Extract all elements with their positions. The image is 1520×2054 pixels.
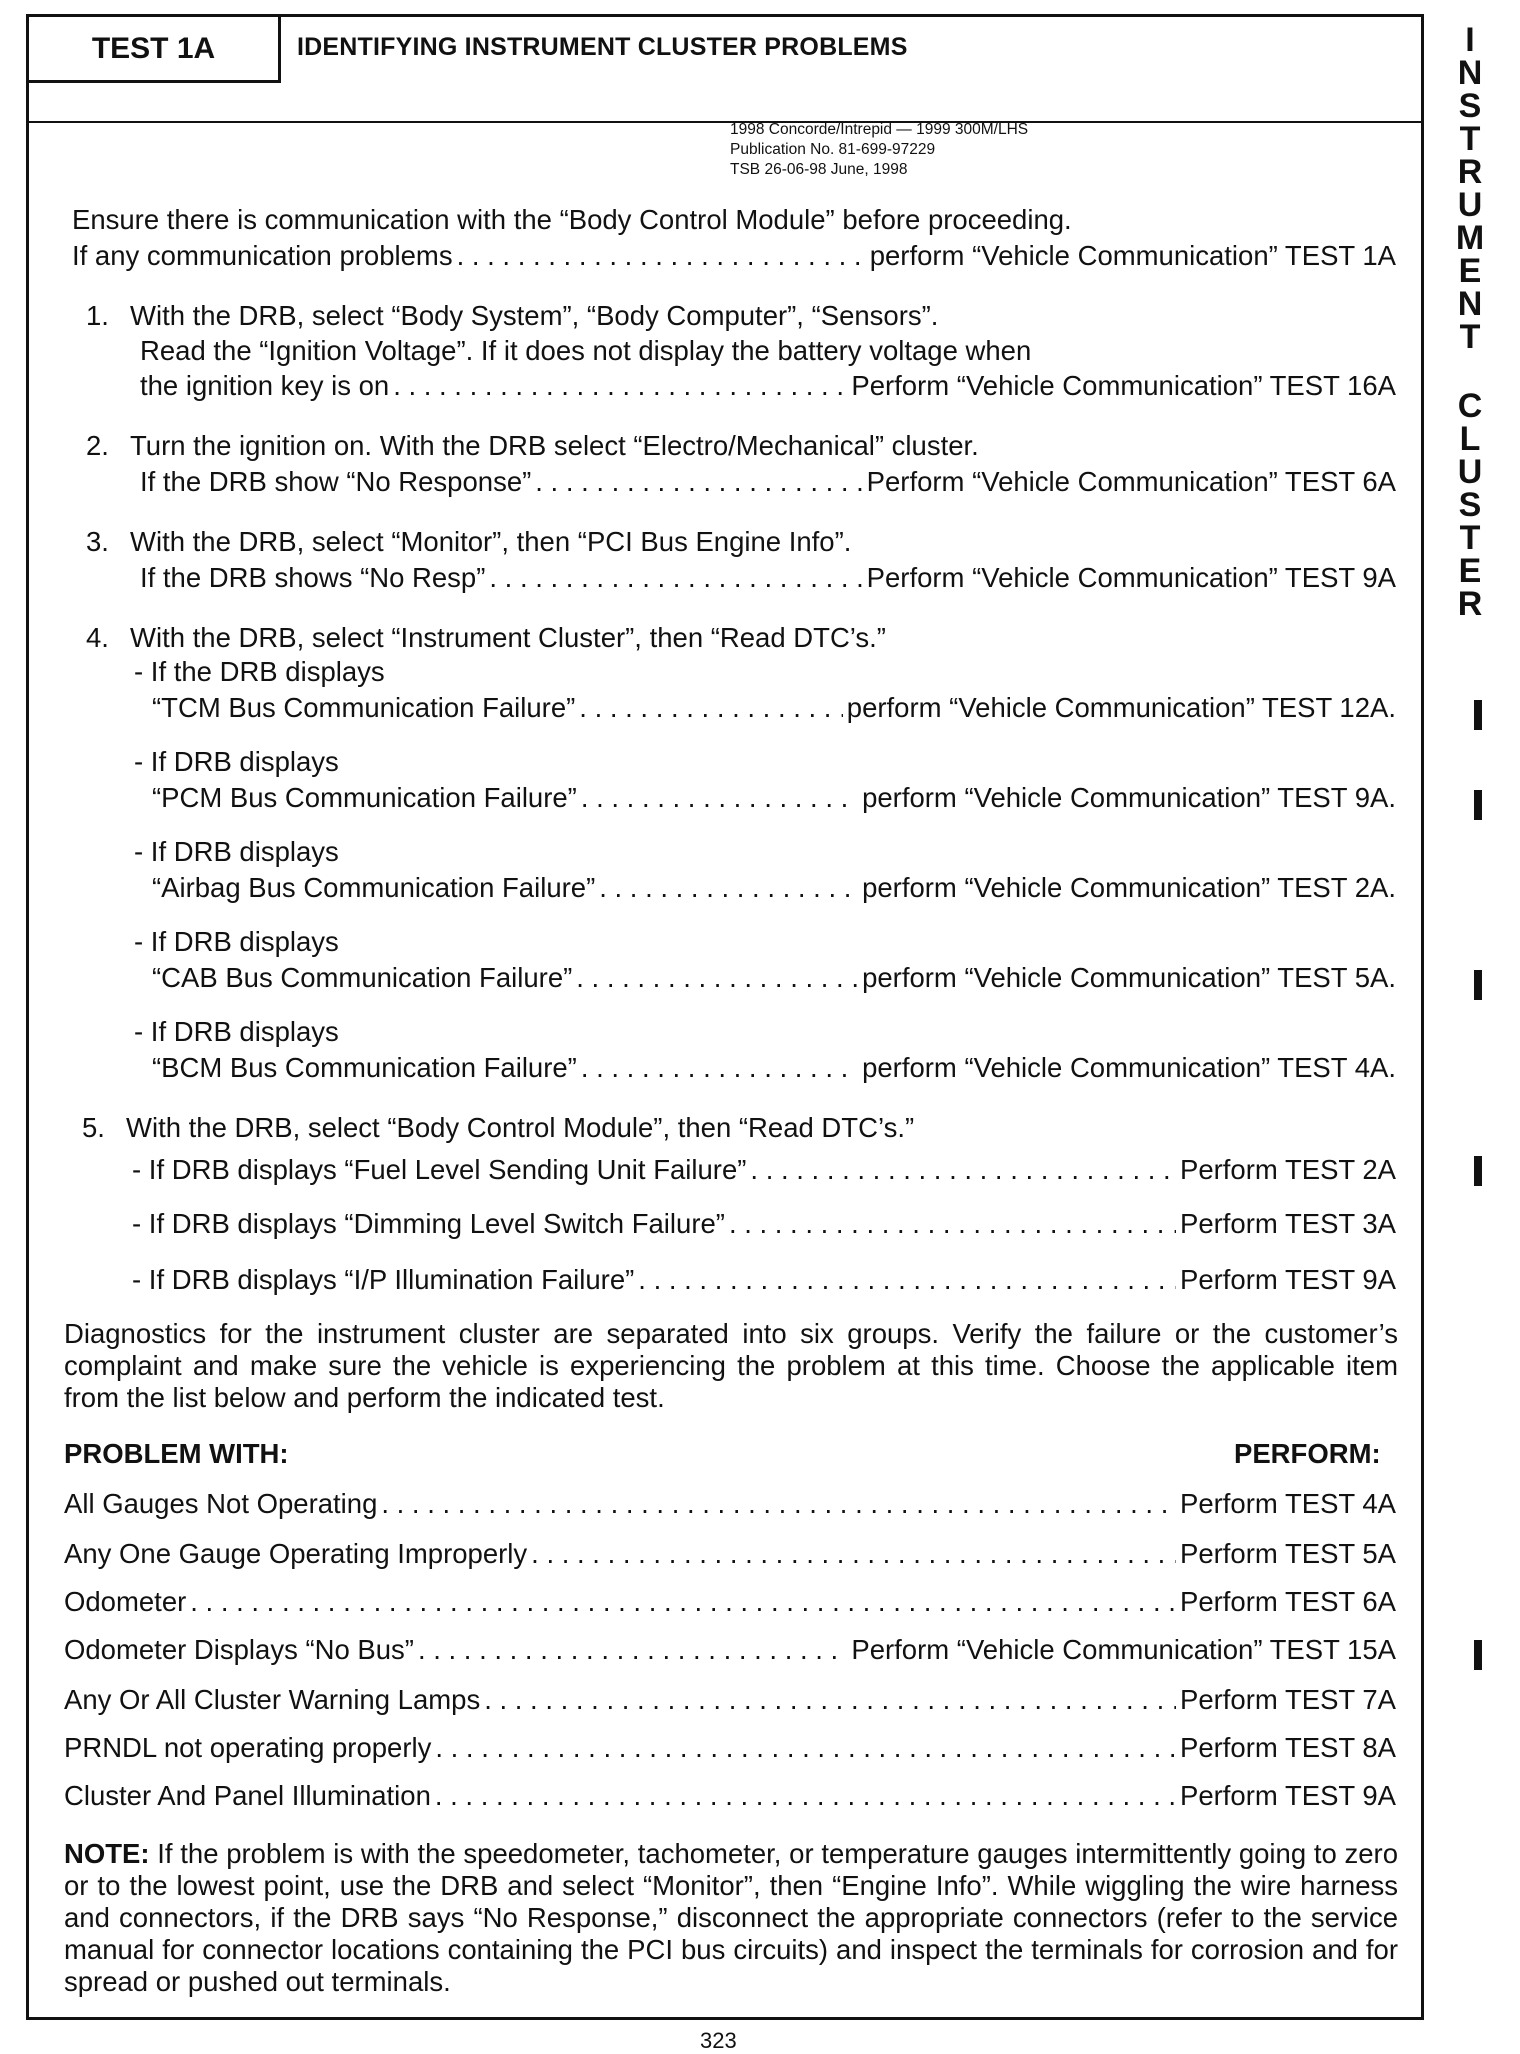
change-bar — [1474, 790, 1482, 820]
step-4-sub-2: “PCM Bus Communication Failure” . . . perform “Vehicle Communication” TEST 9A. — [152, 782, 1396, 814]
table-row: PRNDL not operating properly . . . Perform TEST 8A — [64, 1732, 1396, 1764]
intro-action: perform “Vehicle Communication” TEST 1A — [869, 240, 1396, 271]
step-1-number: 1. — [86, 300, 109, 331]
perform-header: PERFORM: — [1234, 1438, 1381, 1469]
intro-line-1: Ensure there is communication with the “Body Control Module” before proceeding. — [72, 204, 1072, 235]
leader-dots — [581, 1052, 858, 1084]
diagnostics-paragraph: Diagnostics for the instrument cluster are separated into six groups. Verify the failure or the customer’s complaint and make sure the vehicle is experiencing the problem at this time. Choose the applicable item from the list below and perform the indicated test. — [64, 1318, 1398, 1413]
intro-condition: If any communication problems — [72, 240, 453, 271]
step-3-number: 3. — [86, 526, 109, 557]
step-4-sub-1-condition: - If the DRB displays — [134, 656, 385, 687]
change-bar — [1474, 1640, 1482, 1670]
table-row: Odometer . . . Perform TEST 6A — [64, 1586, 1396, 1618]
step-4-number: 4. — [86, 622, 109, 653]
change-bar — [1474, 970, 1482, 1000]
leader-dots — [457, 240, 866, 272]
pub-line-2: Publication No. 81-699-97229 — [730, 141, 936, 158]
step-5-number: 5. — [82, 1112, 105, 1143]
step-3-line-2: If the DRB shows “No Resp” . . . Perform “Vehicle Communication” TEST 9A — [140, 562, 1396, 594]
problem-header: PROBLEM WITH: — [64, 1438, 289, 1469]
table-row: Cluster And Panel Illumination . . . Perform TEST 9A — [64, 1780, 1396, 1812]
note-label: NOTE: — [64, 1838, 150, 1869]
page-number: 323 — [700, 2028, 737, 2053]
table-row: Odometer Displays “No Bus” . . . Perform “Vehicle Communication” TEST 15A — [64, 1634, 1396, 1666]
change-bar — [1474, 1156, 1482, 1186]
leader-dots — [638, 1264, 1176, 1296]
leader-dots — [729, 1208, 1176, 1240]
note-paragraph — [64, 1838, 1398, 1998]
step-1-line-1: 1. With the DRB, select “Body System”, “Body Computer”, “Sensors”. — [86, 300, 939, 331]
intro-line-2 — [72, 240, 1396, 272]
leader-dots — [581, 782, 858, 814]
step-5-sub-1: - If DRB displays “Fuel Level Sending Unit Failure” . . . Perform TEST 2A — [132, 1154, 1396, 1186]
test-label: TEST 1A — [29, 17, 281, 83]
step-1-line-3: the ignition key is on . . . Perform “Vehicle Communication” TEST 16A — [140, 370, 1396, 402]
leader-dots — [484, 1684, 1176, 1716]
step-2-number: 2. — [86, 430, 109, 461]
leader-dots — [435, 1732, 1176, 1764]
note-text: If the problem is with the speedometer, tachometer, or temperature gauges intermittently going to zero or to the lowest point, use the DRB and select “Monitor”, then “Engine Info”. While wiggling the wire harness and connectors, if the DRB says “No Response,” disconnect the appropriate connectors (refer to the service manual for connector locations containing the PCI bus circuits) and inspect the terminals for corrosion and for spread or pushed out terminals. — [64, 1838, 1398, 1997]
step-4-sub-5-condition: - If DRB displays — [134, 1016, 339, 1047]
change-bar — [1474, 700, 1482, 730]
leader-dots — [489, 562, 862, 594]
leader-dots — [535, 466, 862, 498]
step-4-sub-2-condition: - If DRB displays — [134, 746, 339, 777]
step-2-line-1: 2. Turn the ignition on. With the DRB select “Electro/Mechanical” cluster. — [86, 430, 979, 461]
step-4-sub-1: “TCM Bus Communication Failure” . . . perform “Vehicle Communication” TEST 12A. — [152, 692, 1396, 724]
table-row: Any One Gauge Operating Improperly . . . Perform TEST 5A — [64, 1538, 1396, 1570]
step-5-line-1: 5. With the DRB, select “Body Control Module”, then “Read DTC’s.” — [82, 1112, 915, 1143]
side-tab: I N S T R U M E N T C L U S T E R — [1455, 21, 1485, 623]
step-4-line-1: 4. With the DRB, select “Instrument Cluster”, then “Read DTC’s.” — [86, 622, 886, 653]
leader-dots — [531, 1538, 1176, 1570]
header-divider — [29, 121, 1421, 123]
step-4-sub-4: “CAB Bus Communication Failure” . . . perform “Vehicle Communication” TEST 5A. — [152, 962, 1396, 994]
step-4-sub-3-condition: - If DRB displays — [134, 836, 339, 867]
leader-dots — [418, 1634, 847, 1666]
step-5-sub-3: - If DRB displays “I/P Illumination Failure” . . . Perform TEST 9A — [132, 1264, 1396, 1296]
step-3-line-1: 3. With the DRB, select “Monitor”, then “PCI Bus Engine Info”. — [86, 526, 852, 557]
leader-dots — [599, 872, 858, 904]
step-2-line-2: If the DRB show “No Response” . . . Perform “Vehicle Communication” TEST 6A — [140, 466, 1396, 498]
pub-line-3: TSB 26-06-98 June, 1998 — [730, 161, 908, 178]
step-4-sub-3: “Airbag Bus Communication Failure” . . . perform “Vehicle Communication” TEST 2A. — [152, 872, 1396, 904]
step-5-sub-2: - If DRB displays “Dimming Level Switch Failure” . . . Perform TEST 3A — [132, 1208, 1396, 1240]
leader-dots — [393, 370, 847, 402]
table-row: Any Or All Cluster Warning Lamps . . . Perform TEST 7A — [64, 1684, 1396, 1716]
leader-dots — [381, 1488, 1176, 1520]
table-row: All Gauges Not Operating . . . Perform TEST 4A — [64, 1488, 1396, 1520]
pub-line-1: 1998 Concorde/Intrepid — 1999 300M/LHS — [730, 121, 1029, 138]
step-4-sub-4-condition: - If DRB displays — [134, 926, 339, 957]
leader-dots — [190, 1586, 1176, 1618]
leader-dots — [750, 1154, 1176, 1186]
page-title: IDENTIFYING INSTRUMENT CLUSTER PROBLEMS — [297, 33, 908, 61]
step-4-sub-5: “BCM Bus Communication Failure” . . . perform “Vehicle Communication” TEST 4A. — [152, 1052, 1396, 1084]
leader-dots — [435, 1780, 1176, 1812]
leader-dots — [576, 962, 858, 994]
leader-dots — [579, 692, 842, 724]
publication-info — [730, 120, 1028, 180]
step-1-line-2: Read the “Ignition Voltage”. If it does not display the battery voltage when — [140, 335, 1032, 366]
